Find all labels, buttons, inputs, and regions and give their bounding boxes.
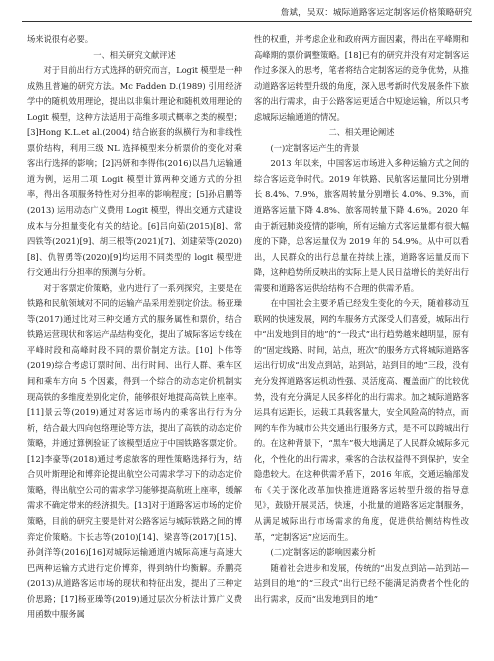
paragraph: 随着社会进步和发展，传统的“出发点到站—站到站—站到目的地”的“三段式”出行已经不能满足消费者个性化的出行需求，反而“出发地到目的地”: [254, 562, 469, 604]
section-heading: 一、相关研究文献评述: [93, 49, 176, 60]
running-head: 詹斌，吴双：城际道路客运定制客运价格策略研究: [280, 8, 472, 18]
paragraph: 性的权重，并考虑企业和政府两方面因素，得出在平峰期和高峰期的票价调整策略。[18]已有的研究并没有对定制客运作过多深入的思考，笔者将结合定制客运的竞争优势，从推动道路客运转型升级的角度，深入思考新时代发展条件下旅客的出行需求，由于公路客运更适合中短途运输，所以只考虑城际运输通道的情况。: [254, 34, 469, 122]
paragraph: 在中国社会主要矛盾已经发生变化的今天，随着移动互联网的快速发展，网约车服务方式深受人们喜爱，城际出行中“出发地到目的地”的“一段式”出行趋势越来越明显，原有的“固定线路、时间，站点，班次”的服务方式将城际道路客运出行切成“出发点到站，站到站，站到目的地”三段，没有充分发挥道路客运机动性强、灵活度高、覆盖面广的比较优势，没有充分满足人民多样化的出行需求。加之城际道路客运具有运距长，运载工具载客量大，安全风险高的特点，而网约车作为城市公共交通出行服务方式，是不可以跨城出行的。在这种背景下，“黑车”极大地满足了人民群众城际多元化，个性化的出行需求，乘客的合法权益得不到保护，安全隐患较大。在这种供需矛盾下，2016 年底，交通运输部发布《关于深化改革加快推进道路客运转型升级的指导意见》，鼓励开展灵活，快速，小批量的道路客运定制服务，从满足城际出行市场需求的角度，促进供给侧结构性改革，“定制客运”应运而生。: [254, 298, 469, 542]
right-column: [254, 32, 469, 607]
left-column: [27, 32, 242, 623]
section-heading: 二、相关理论阐述: [328, 127, 395, 138]
paragraph: 对于客票定价策略，业内进行了一系列探究，主要是在铁路和民航领域对不同的运输产品采用差别定价法。杨亚璪等(2017)通过比对三种交通方式的服务属性和票价，结合铁路运营现状和客运产品结构变化，提出了城际客运专线在平峰时段和高峰时段不同的票价制定方法。[10] 卜伟等(2019)综合考虑订票时间、出行时间、出行人群、乘车区间和乘车方向 5 个因素，得到一个综合的动态定价机制实现高铁的多维度差别化定价，能够很好地提高高铁上座率。[11]景云等(2019)通过对客运市场内的乘客出行行为分析，结合最大四向包络理论等方法，提出了高铁的动态定价策略，并通过算例验证了该模型适应于中国铁路客票定价。[12]李豪等(2018)通过考虑旅客的理性策略选择行为，结合贝叶斯理论和博弈论提出航空公司需求学习下的动态定价策略，得出航空公司的需求学习能够提高航班上座率，缓解需求不确定带来的经济损失。[13]对于道路客运市场的定价策略，目前的研究主要是针对公路客运与城际铁路之间的博弈定价策略。卞长志等(2010)[14]、梁喜等(2017)[15]、孙剑洋等(2016)[16]对城际运输通道内城际高速与高速大巴两种运输方式进行定价博弈，得到纳什均衡解。乔鹏亮(2013)从道路客运市场的现状和特征出发，提出了三种定价思路；[17]杨亚璪等(2019)通过层次分析法计算广义费用函数中服务属: [27, 282, 242, 620]
paragraph: 2013 年以来，中国客运市场进入多种运输方式之间的综合客运竞争时代。2019 年铁路、民航客运量同比分别增长 8.4%、7.9%，旅客周转量分别增长 4.0%、9.3%，而道路客运量下降 4.8%、旅客周转量下降 4.6%。2020 年由于新冠肺炎疫情的影响，所有运输方式客运量都有很大幅度的下降，总客运量仅为 2019 年的 54.9%。从中可以看出，人民群众的出行总量在持续上涨，道路客运量反而下降，这种趋势所反映出的实际上是人民日益增长的美好出行需要和道路客运供给结构不合理的供需矛盾。: [254, 158, 469, 293]
subsection-heading: (二)定制客运的影响因素分析: [270, 547, 376, 558]
subsection-heading: (一)定制客运产生的背景: [270, 142, 360, 153]
header-rule: [22, 21, 472, 22]
paragraph: 场来说很有必要。: [27, 34, 93, 44]
paragraph: 对于目前出行方式选择的研究而言，Logit 模型是一种成熟且普遍的研究方法。Mc Fadden D.(1989) 引用经济学中的随机效用理论，提出以非集计理论和随机效用理论的 Logit 模型，这种方法适用于高维多项式概率之类的模型；[3]Hong K.L.et al.(2004) 结合嵌套的纵横行为和非线性票价结构，利用三级 NL 选择模型来分析票价的变化对乘客出行选择的影响；[2]冯妍和李得伟(2016)以昌九运输通道为例，运用二项 Logit 模型计算两种交通方式的分担率，得出各项服务特性对分担率的影响程度；[5]孙启鹏等(2013) 运用动态广义费用 Logit 模型，得出交通方式建设成本与分担量变化有关的结论。[6]吕向茹(2015)[8]、常四铁等(2021)[9]、胡三根等(2021)[7]、刘建荣等(2020)[8]、仇智勇等(2020)[9]均运用不同类型的 logit 模型进行交通出行分担率的预测与分析。: [27, 65, 242, 278]
